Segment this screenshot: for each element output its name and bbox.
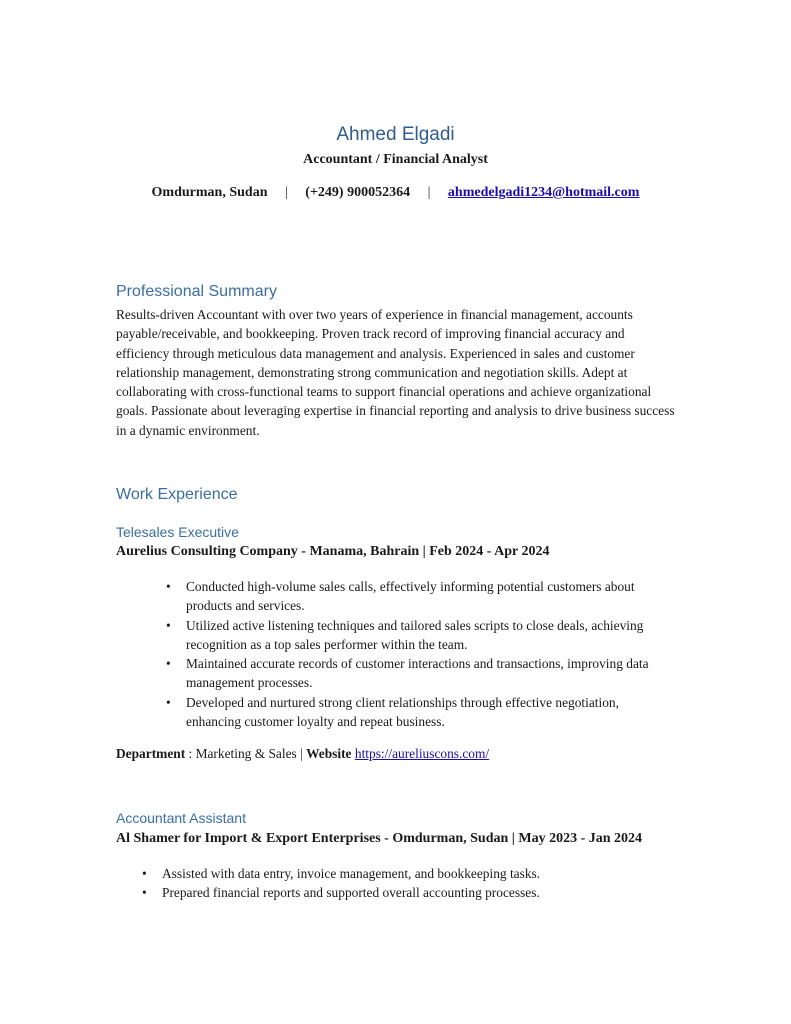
bullet-icon: • <box>142 866 147 881</box>
job-company-line: Aurelius Consulting Company - Manama, Bahrain | Feb 2024 - Apr 2024 <box>116 544 550 559</box>
contact-separator: | <box>284 185 288 200</box>
summary-text: Results-driven Accountant with over two years of experience in financial management, accounts payable/receivable, and bookkeeping. Proven track record of improving financial accuracy and efficiency through meticulous data management and analysis. Experienced in sales and customer relationship management, demonstrating strong communication and negotiation skills. Adept at collaborating with cross-functional teams to support financial operations and achieve organizational goals. Passionate about leveraging expertise in financial reporting and analysis to drive business success in a dynamic environment. <box>116 307 675 438</box>
list-item: • Utilized active listening techniques and tailored sales scripts to close deals, achieving recognition as a top sales performer within the team. <box>166 617 644 652</box>
job-bullet-list <box>142 864 682 903</box>
job-role-title: Telesales Executive <box>116 524 239 540</box>
bullet-icon: • <box>166 656 171 672</box>
contact-phone: (+249) 900052364 <box>305 185 411 200</box>
contact-line <box>0 185 791 201</box>
candidate-name: Ahmed Elgadi <box>336 124 455 145</box>
bullet-icon: • <box>166 617 171 633</box>
website-label: Website <box>306 746 352 761</box>
list-item: • Conducted high-volume sales calls, effectively informing potential customers about products and services. <box>166 579 635 614</box>
website-link[interactable]: https://aureliuscons.com/ <box>354 746 490 761</box>
department-value: : Marketing & Sales | <box>185 746 307 761</box>
experience-heading: Work Experience <box>116 486 238 503</box>
bullet-icon: • <box>166 579 171 594</box>
job-company-line: Al Shamer for Import & Export Enterprises - Omdurman, Sudan | May 2023 - Jan 2024 <box>116 831 643 846</box>
list-item: • Maintained accurate records of customer interactions and transactions, improving data management processes. <box>166 656 649 691</box>
list-item: • Developed and nurtured strong client relationships through effective negotiation, enhancing customer loyalty and repeat business. <box>166 694 619 730</box>
job-role-title: Accountant Assistant <box>116 810 246 826</box>
list-item: • Assisted with data entry, invoice management, and bookkeeping tasks. <box>162 864 682 883</box>
contact-separator: | <box>427 185 431 200</box>
department-line <box>116 746 489 762</box>
candidate-title: Accountant / Financial Analyst <box>303 152 488 167</box>
bullet-icon: • <box>166 694 171 710</box>
bullet-icon: • <box>142 885 147 901</box>
contact-location: Omdurman, Sudan <box>151 185 268 200</box>
summary-heading: Professional Summary <box>116 283 277 300</box>
department-label: Department <box>116 746 186 761</box>
contact-email-link[interactable]: ahmedelgadi1234@hotmail.com <box>447 185 640 200</box>
list-item: • Prepared financial reports and supported overall accounting processes. <box>162 883 682 902</box>
job-bullet-list <box>166 577 666 731</box>
